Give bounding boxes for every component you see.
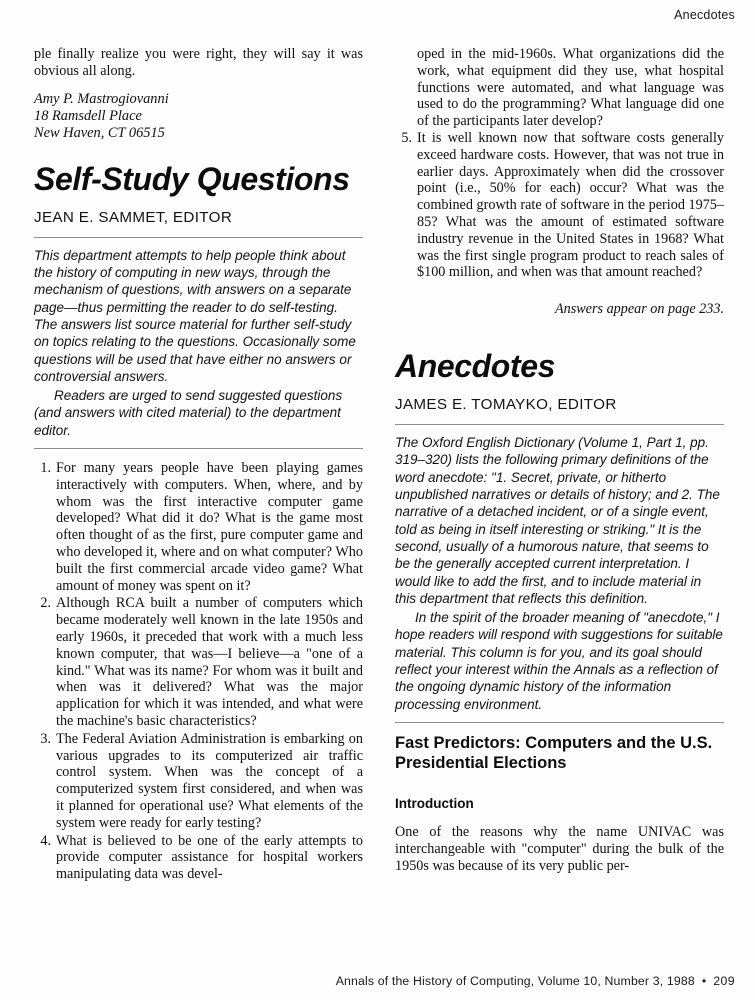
divider-rule-bottom [34,448,363,449]
footer-page-number: 209 [713,974,735,988]
right-column [395,46,724,946]
signature-line-city: New Haven, CT 06515 [34,125,165,142]
self-study-question-list-continued [395,130,724,281]
left-column [34,46,363,946]
divider-rule-top [34,237,363,238]
department-editor-sammet: JEAN E. SAMMET, EDITOR [34,208,233,226]
two-column-body [34,46,724,946]
question-item: The Federal Aviation Administration is embarking on various upgrades to its computerized air traffic control system. When was the concept of a computerized system first considered, and when was it planned for operational use? What elements of the system were ready for early testing? [56,730,363,831]
self-study-question-list [34,460,363,883]
signature-line-name: Amy P. Mastrogiovanni [34,90,169,107]
department-editor-tomayko: JAMES E. TOMAYKO, EDITOR [395,396,617,414]
question-item: For many years people have been playing games interactively with computers. When, where, and by whom was the first interactive computer game developed? What did it do? What is the game most often thought of as the first, pure computer game and who developed it, where and on what computer? Who built the first commercial arcade video game? What amount of money was spent on it? [56,460,363,594]
answers-appear-note: Answers appear on page 233. [554,301,724,318]
continued-paragraph: ple finally realize you were right, they will say it was obvious all along. [34,46,363,79]
question-4-continuation: oped in the mid-1960s. What organizations did the work, what equipment did they use, what hospital functions were automated, and what language was used to do the programming? What language did one of the participants later develop? [417,46,724,130]
page-footer [0,974,735,988]
question-item: Although RCA built a number of computers which became moderately well known in the late 1950s and early 1960s, it preceded that work with a much less known computer, that was—I believe—a "one of a kind." What was its name? For whom was it built and when was it delivered? What was the major application for which it was intended, and what were the machine's basic characteristics? [56,595,363,730]
footer-separator-dot: • [701,974,707,988]
department-title-self-study-questions: Self-Study Questions [34,160,350,197]
divider-rule-anecdotes-top [395,424,724,425]
section-spacer [395,318,724,334]
divider-rule-anecdotes-bottom [395,722,724,723]
anecdotes-blurb-paragraph-2: In the spirit of the broader meaning of "anecdote," I hope readers will respond with suggestions for suitable material. This column is for you, and its goal should reflect your interest within the Annals as a reflection of the ongoing dynamic history of the information processing environment. [395,610,723,712]
anecdotes-blurb-paragraph-1: The Oxford English Dictionary (Volume 1, Part 1, pp. 319–320) lists the following primary definitions of the word anecdote: "1. Secret, private, or hitherto unpublished narratives or details of history; and 2. The narrative of a detached incident, or of a single event, told as being in itself interesting or striking." It is the second, usually of a humorous nature, that seems to be the generally accepted current interpretation. I would like to add the first, and to include material in this department that reflects this definition. [395,435,720,606]
department-title-anecdotes: Anecdotes [395,348,555,385]
article-subhead-introduction: Introduction [395,795,474,811]
running-head: Anecdotes [674,8,735,22]
letter-signature [34,91,363,143]
footer-citation: Annals of the History of Computing, Volume 10, Number 3, 1988 [335,974,695,988]
department-blurb-paragraph-2: Readers are urged to send suggested questions (and answers with cited material) to the department editor. [34,388,343,438]
question-item: It is well known now that software costs generally exceed hardware costs. However, that was not true in earlier days. Approximately when did the crossover point (i.e., 50% for each) occur? What was the combined growth rate of software in the period 1975–85? What was the amount of estimated software industry revenue in the United States in 1968? What was the first single program product to reach sales of $100 million, and when was that amount reached? [417,129,724,281]
signature-line-street: 18 Ramsdell Place [34,108,142,124]
question-item: What is believed to be one of the early attempts to provide computer assistance for hospital workers manipulating data was devel- [56,832,363,883]
article-title-fast-predictors: Fast Predictors: Computers and the U.S. Presidential Elections [395,733,713,773]
article-body-paragraph: One of the reasons why the name UNIVAC was interchangeable with "computer" during the bulk of the 1950s was because of its very public per- [395,823,724,874]
department-blurb-paragraph-1: This department attempts to help people think about the history of computing in new ways, through the mechanism of questions, with answers on a separate page—thus permitting the reader to do self-testing. The answers list source material for further self-study on topics relating to the questions. Occasionally some questions will be used that have either no answers or controversial answers. [34,247,356,384]
